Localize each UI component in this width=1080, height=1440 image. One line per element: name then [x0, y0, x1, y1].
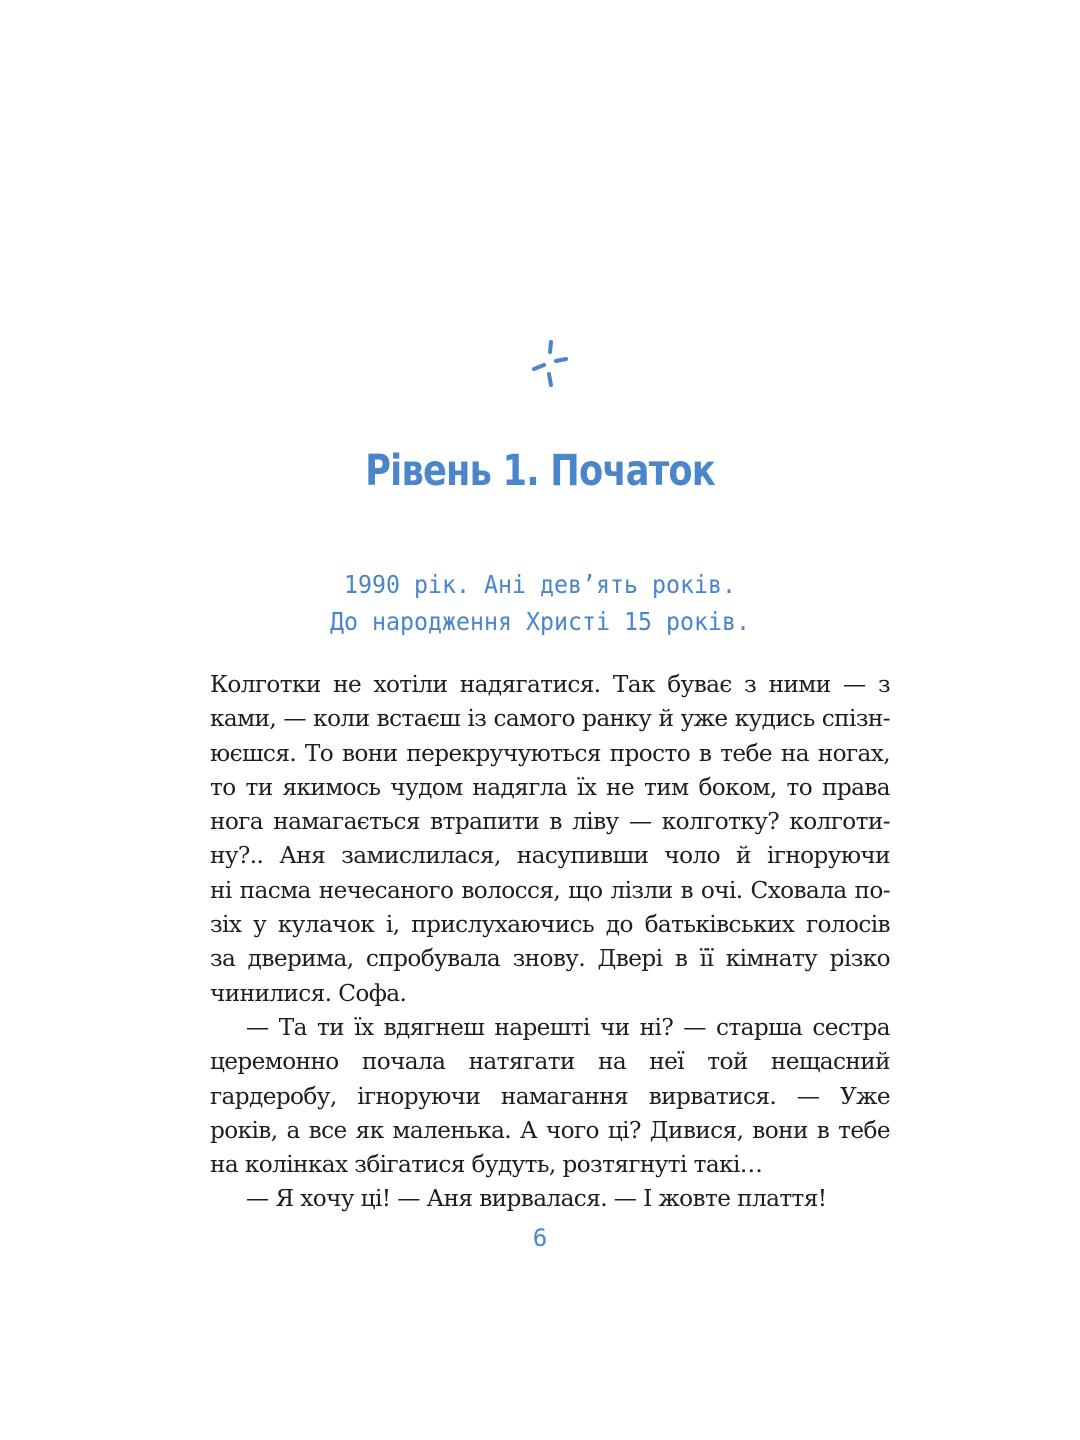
text-line: на колінках збігатися будуть, розтягнуті такі… — [210, 1151, 763, 1179]
text-line: ками, — коли встаєш із самого ранку й уже кудись спізн- — [210, 705, 890, 733]
text-line: — Та ти їх вдягнеш нарешті чи ні? — старша сестра — [246, 1013, 890, 1041]
text-line: юєшся. То вони перекручуються просто в тебе на ногах, — [210, 739, 890, 767]
text-line: ні пасма нечесаного волосся, що лізли в очі. Сховала по- — [210, 876, 890, 904]
text-line: нога намагається втрапити в ліву — колготку? колготи- — [210, 808, 890, 836]
chapter-subtitle — [38, 566, 1042, 640]
subtitle-line: 1990 рік. Ані дев’ять років. — [344, 570, 736, 599]
text-line: Колготки не хотіли надягатися. Так буває з ними — з — [210, 671, 890, 698]
page-number: 6 — [532, 1224, 548, 1252]
sparkle-ornament-icon — [522, 336, 578, 392]
text-line: за дверима, спробувала знову. Двері в її кімнату різко — [210, 945, 890, 973]
text-line: років, а все як маленька. А чого ці? Дивися, вони в тебе — [210, 1116, 890, 1144]
body-text — [210, 668, 890, 1217]
text-line: церемонно почала натягати на неї той нещасний — [210, 1048, 890, 1076]
text-line: чинилися. Софа. — [210, 979, 407, 1007]
text-line: — Я хочу ці! — Аня вирвалася. — І жовте плаття! — [246, 1185, 827, 1213]
text-line: гардеробу, ігноруючи намагання вирватися. — Уже — [210, 1082, 890, 1110]
chapter-title: Рівень 1. Початок — [365, 446, 715, 496]
text-line: зіх у кулачок і, прислухаючись до батьківських голосів — [210, 911, 890, 939]
subtitle-line: До народження Христі 15 років. — [330, 607, 750, 636]
text-line: ну?.. Аня замислилася, насупивши чоло й ігноруючи — [210, 842, 890, 870]
text-line: то ти якимось чудом надягла їх не тим боком, то права — [210, 773, 890, 801]
